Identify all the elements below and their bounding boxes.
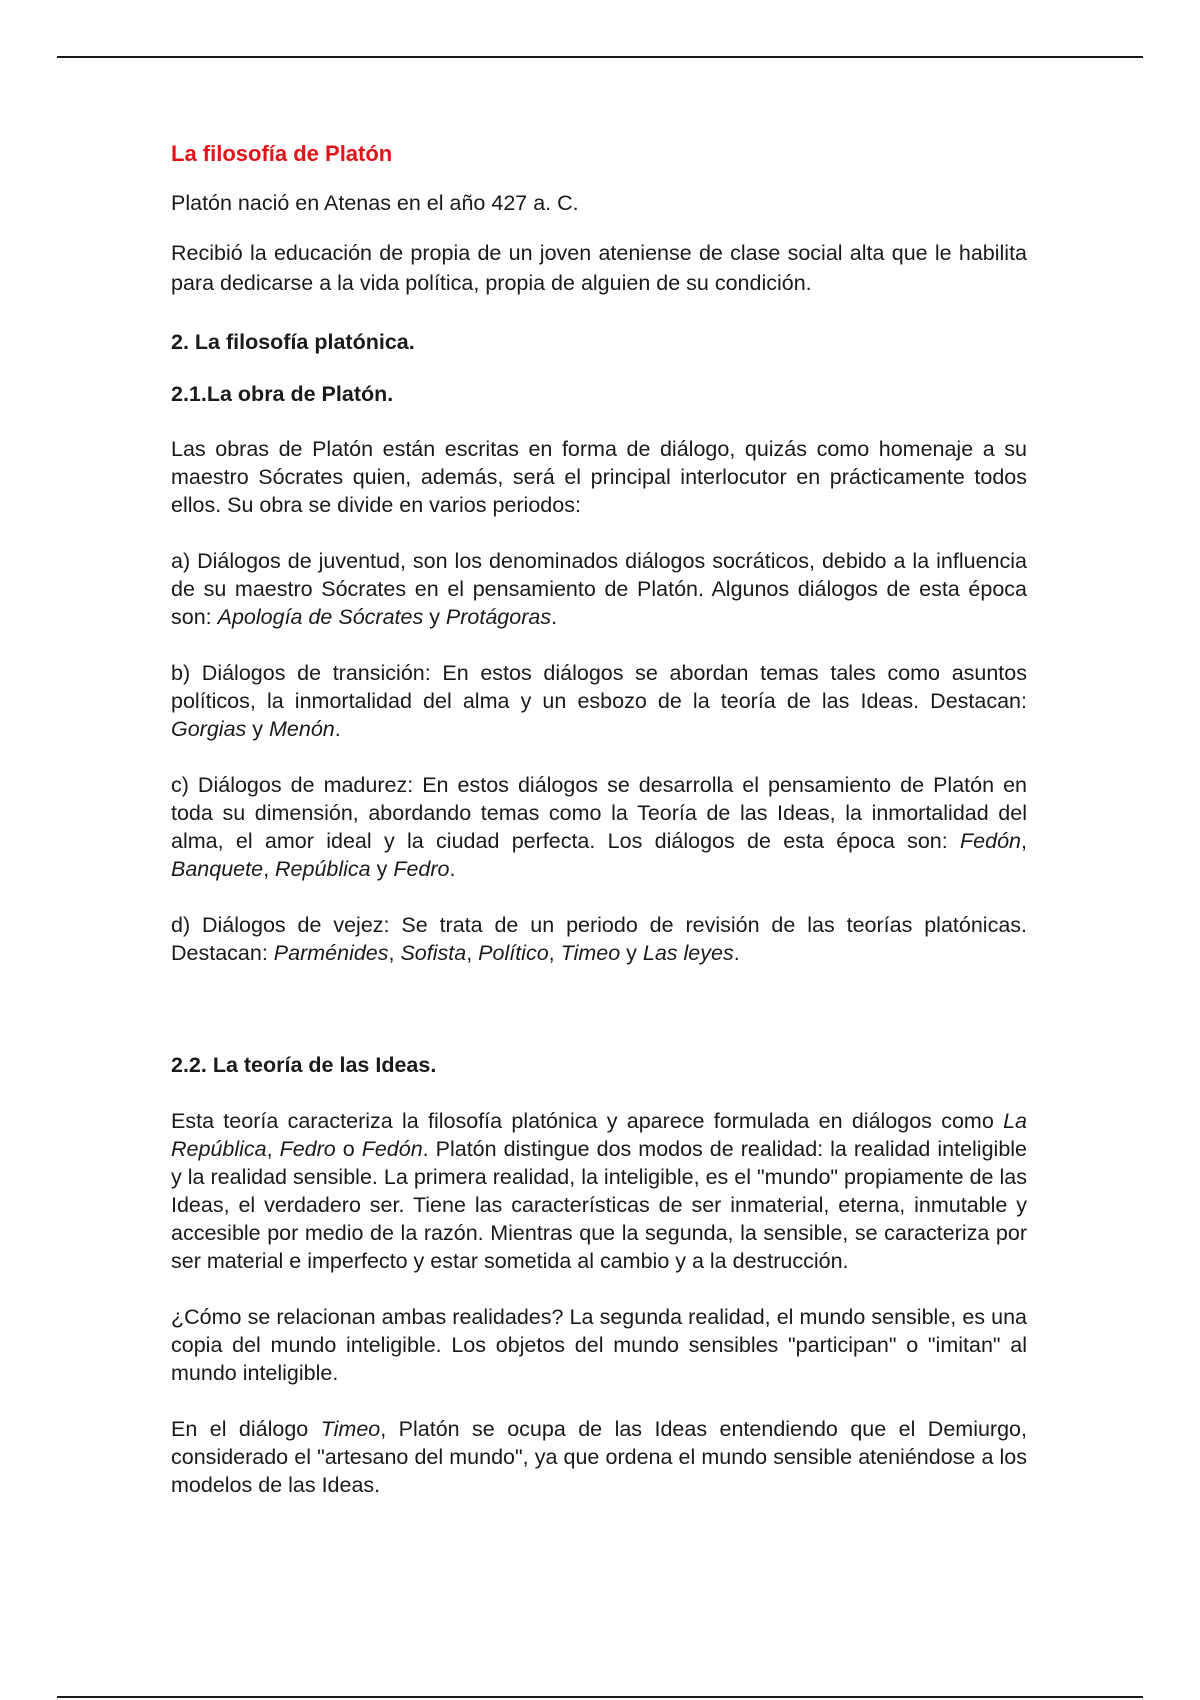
periodo-c-paragraph [171,771,1027,883]
ideas-p3-text-1: En el diálogo [171,1417,321,1441]
work-title: Timeo [320,1417,381,1441]
ideas-paragraph-3 [171,1415,1027,1499]
work-title: Fedón [960,829,1022,853]
ideas-p1-text-2: . Platón distingue dos modos de realidad: la realidad inteligible y la realidad sensible. La primera realidad, la inteligible, es el "mundo" propiamente de las Ideas, el verdadero ser. Tiene las características de ser inmaterial, eterna, inmutable y accesible por medio de la razón. Mientras que la segunda, la sensible, se caracteriza por ser material e imperfecto y estar sometida al cambio y a la destrucción. [171,1137,1028,1273]
periodo-d-text: d) Diálogos de vejez: Se trata de un periodo de revisión de las teorías platónicas. Destacan: [171,913,1027,965]
period-end: . [551,605,558,629]
period-end: . [733,941,740,965]
ideas-paragraph-2: ¿Cómo se relacionan ambas realidades? La segunda realidad, el mundo sensible, es una copia del mundo inteligible. Los objetos del mundo sensibles "participan" o "imitan" al mundo inteligible. [171,1305,1027,1385]
work-title: Protágoras [445,605,552,629]
separator: , [548,941,561,965]
separator: o [335,1137,362,1161]
work-title: Las leyes [642,941,734,965]
periodo-a-paragraph [171,547,1027,631]
work-title: Timeo [560,941,621,965]
separator: , [466,941,479,965]
work-title: La República [171,1109,1027,1161]
work-title: Político [478,941,549,965]
periodo-d-paragraph [171,911,1027,967]
ideas-paragraph-1 [171,1107,1027,1275]
ideas-p1-text-1: Esta teoría caracteriza la filosofía platónica y aparece formulada en diálogos como [171,1109,1004,1133]
work-title: Gorgias [171,717,247,741]
section-2-1-heading: 2.1.La obra de Platón. [171,382,394,406]
section-2-heading: 2. La filosofía platónica. [171,330,415,354]
work-title: Fedón [361,1137,423,1161]
period-end: . [449,857,456,881]
period-end: . [334,717,341,741]
section-2-2-heading: 2.2. La teoría de las Ideas. [171,1053,437,1077]
separator: , [1021,829,1027,853]
work-title: Fedro [279,1137,336,1161]
work-title: Fedro [393,857,450,881]
work-title: Apología de Sócrates [217,605,424,629]
work-title: Sofista [400,941,467,965]
obra-intro-paragraph: Las obras de Platón están escritas en forma de diálogo, quizás como homenaje a su maestro Sócrates quien, además, será el principal interlocutor en prácticamente todos ellos. Su obra se divide en varios periodos: [171,437,1027,517]
separator: y [246,717,269,741]
document-body [171,140,1027,1499]
top-rule [57,56,1143,58]
work-title: Banquete [171,857,264,881]
work-title: Menón [269,717,335,741]
separator: , [263,857,276,881]
work-title: República [275,857,371,881]
periodo-b-text: b) Diálogos de transición: En estos diálogos se abordan temas tales como asuntos políticos, la inmortalidad del alma y un esbozo de la teoría de las Ideas. Destacan: [171,661,1027,713]
bottom-rule [57,1696,1143,1698]
separator: , [266,1137,280,1161]
intro-paragraph-2: Recibió la educación de propia de un joven ateniense de clase social alta que le habilita para dedicarse a la vida política, propia de alguien de su condición. [171,241,1027,295]
periodo-a-text: a) Diálogos de juventud, son los denominados diálogos socráticos, debido a la influencia de su maestro Sócrates en el pensamiento de Platón. Algunos diálogos de esta época son: [171,549,1027,629]
periodo-c-text: c) Diálogos de madurez: En estos diálogos se desarrolla el pensamiento de Platón en toda su dimensión, abordando temas como la Teoría de las Ideas, la inmortalidad del alma, el amor ideal y la ciudad perfecta. Los diálogos de esta época son: [171,773,1027,853]
periodo-b-paragraph [171,659,1027,743]
separator: , [388,941,401,965]
work-title: Parménides [273,941,389,965]
separator: y [423,605,446,629]
ideas-p3-text-2: , Platón se ocupa de las Ideas entendiendo que el Demiurgo, considerado el "artesano del mundo", ya que ordena el mundo sensible ateniéndose a los modelos de las Ideas. [171,1417,1027,1497]
separator: y [620,941,643,965]
intro-paragraph-1: Platón nació en Atenas en el año 427 a. C. [171,191,579,215]
separator: y [370,857,394,881]
document-title: La filosofía de Platón [171,141,393,166]
